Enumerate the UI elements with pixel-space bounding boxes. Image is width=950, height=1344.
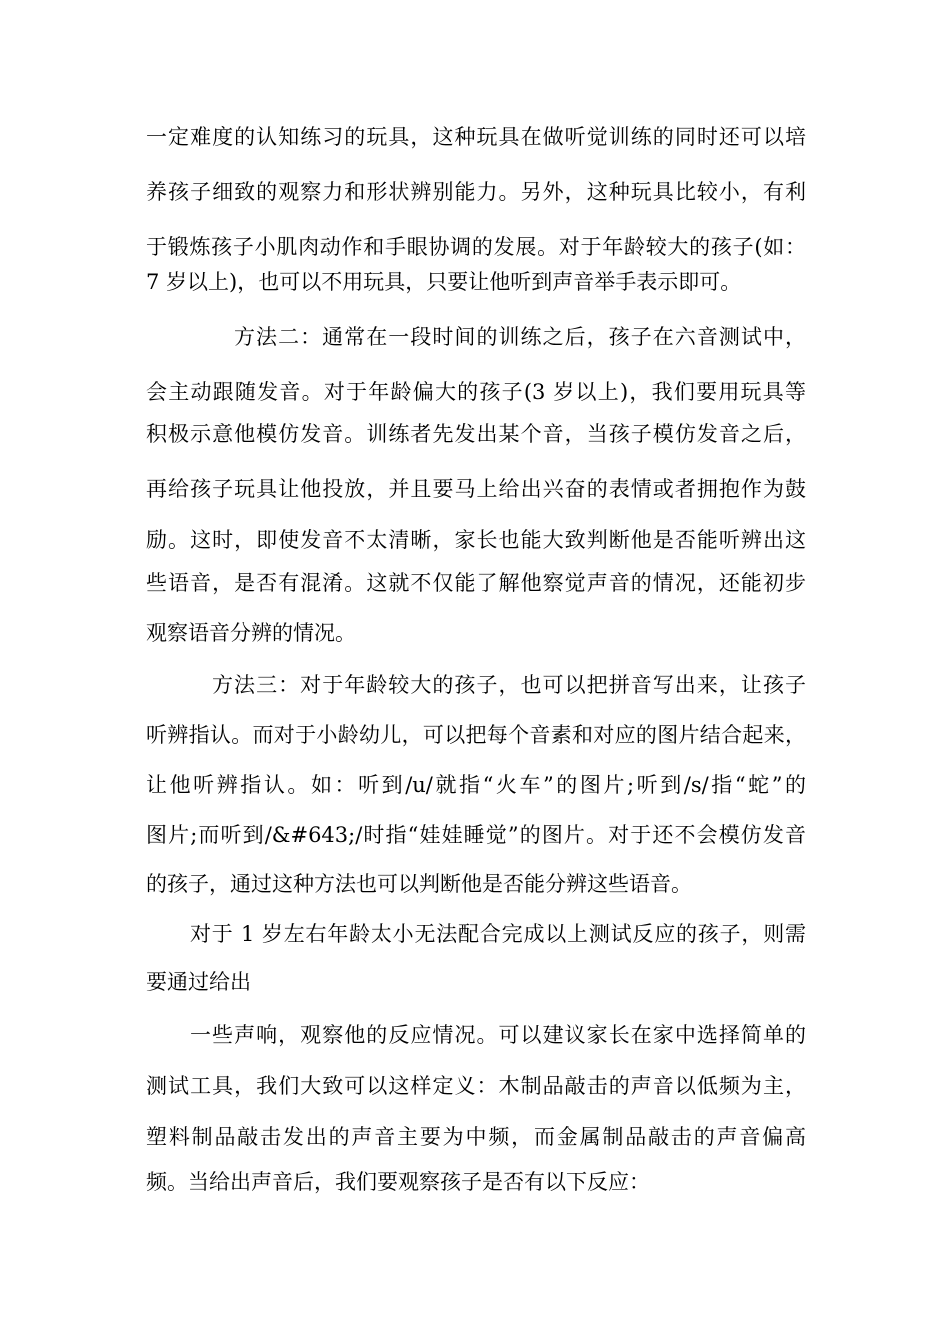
text-line: 测试工具，我们大致可以这样定义：木制品敲击的声音以低频为主， — [146, 1074, 806, 1098]
text-line: 频。当给出声音后，我们要观察孩子是否有以下反应： — [146, 1170, 650, 1194]
text-line: 励。这时，即使发音不太清晰，家长也能大致判断他是否能听辨出这 — [146, 528, 806, 552]
text-line: 方法二：通常在一段时间的训练之后，孩子在六音测试中， — [234, 325, 806, 349]
text-line: 方法三：对于年龄较大的孩子，也可以把拼音写出来，让孩子 — [212, 673, 806, 697]
text-line: 于锻炼孩子小肌肉动作和手眼协调的发展。对于年龄较大的孩子(如： — [146, 235, 806, 259]
text-line: 塑料制品敲击发出的声音主要为中频，而金属制品敲击的声音偏高 — [146, 1125, 806, 1149]
text-line: 让他听辨指认。如：听到/u/就指“火车”的图片;听到/s/指“蛇”的 — [146, 773, 806, 797]
text-line: 积极示意他模仿发音。训练者先发出某个音，当孩子模仿发音之后， — [146, 422, 806, 446]
text-line: 些语音，是否有混淆。这就不仅能了解他察觉声音的情况，还能初步 — [146, 571, 806, 595]
text-line: 对于 1 岁左右年龄太小无法配合完成以上测试反应的孩子，则需 — [190, 922, 806, 946]
text-line: 再给孩子玩具让他投放，并且要马上给出兴奋的表情或者拥抱作为鼓 — [146, 477, 806, 501]
text-line: 养孩子细致的观察力和形状辨别能力。另外，这种玩具比较小，有利 — [146, 180, 806, 204]
text-line: 观察语音分辨的情况。 — [146, 621, 356, 645]
text-line: 7 岁以上)，也可以不用玩具，只要让他听到声音举手表示即可。 — [146, 270, 742, 294]
text-line: 听辨指认。而对于小龄幼儿，可以把每个音素和对应的图片结合起来， — [146, 723, 806, 747]
text-line: 的孩子，通过这种方法也可以判断他是否能分辨这些语音。 — [146, 872, 692, 896]
text-line: 一定难度的认知练习的玩具，这种玩具在做听觉训练的同时还可以培 — [146, 125, 806, 149]
text-line: 要通过给出 — [146, 970, 251, 994]
text-line: 图片;而听到/&#643;/时指“娃娃睡觉”的图片。对于还不会模仿发音 — [146, 823, 806, 847]
text-line: 会主动跟随发音。对于年龄偏大的孩子(3 岁以上)，我们要用玩具等 — [146, 380, 806, 404]
text-line: 一些声响，观察他的反应情况。可以建议家长在家中选择简单的 — [190, 1023, 806, 1047]
